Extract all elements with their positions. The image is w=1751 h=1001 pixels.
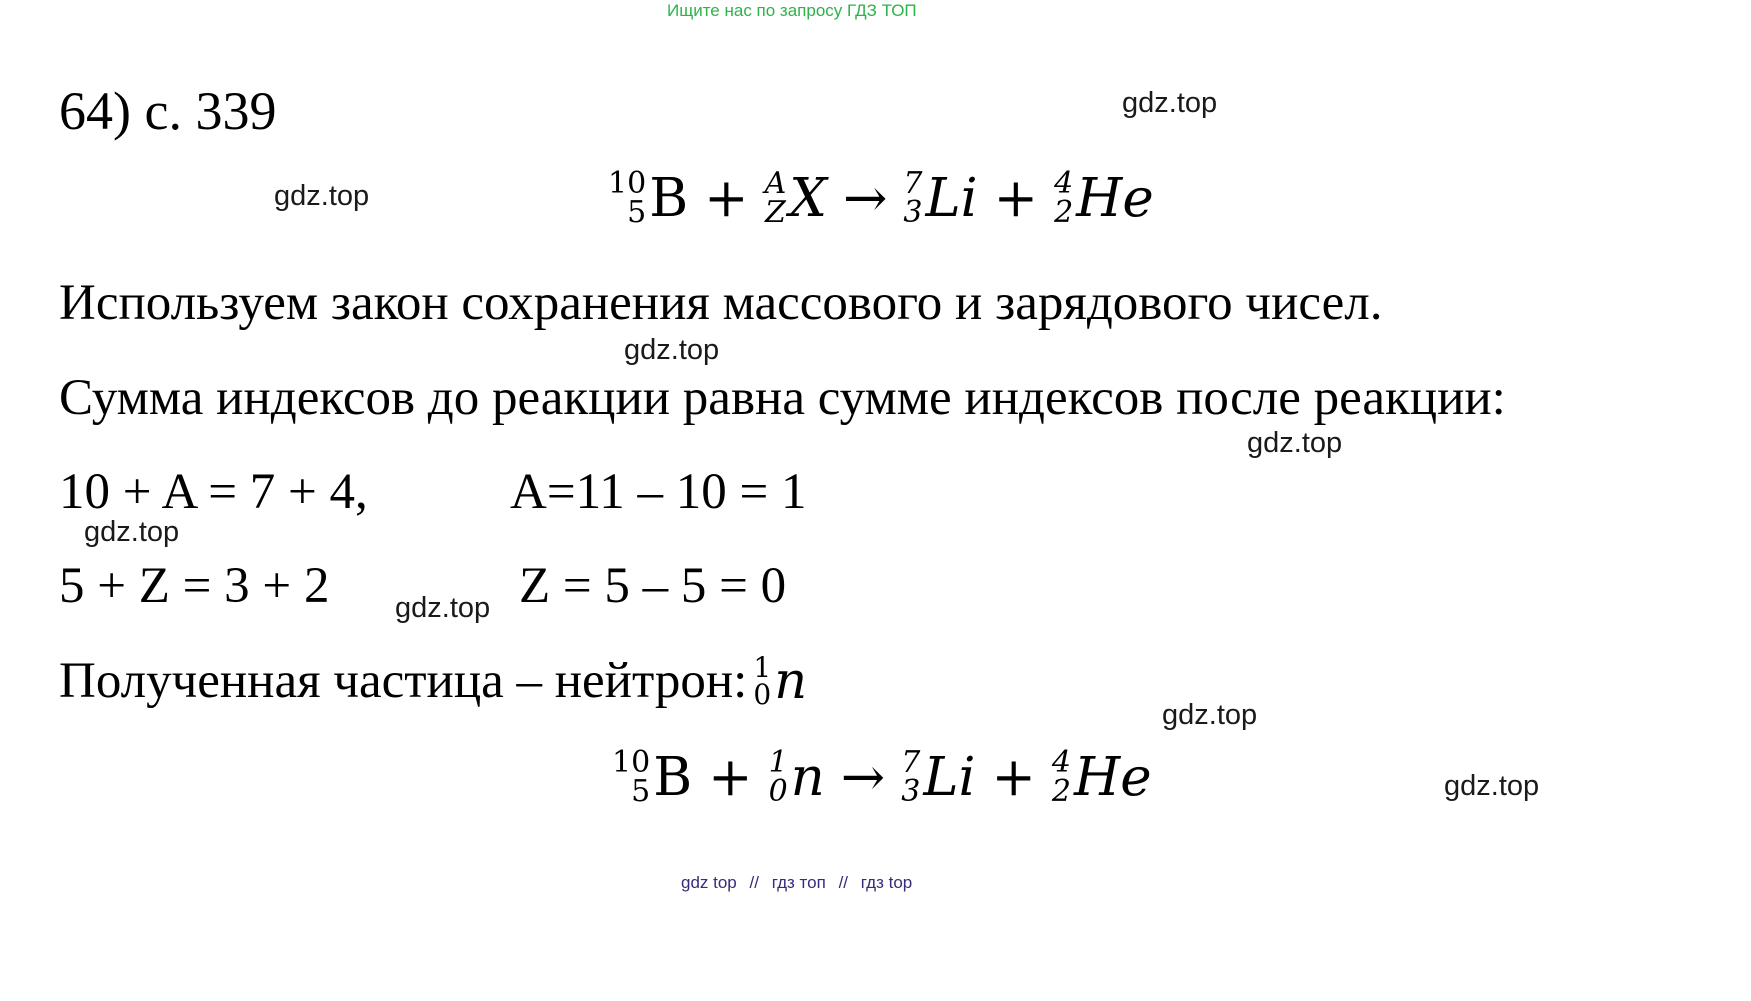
watermark: gdz.top — [1162, 699, 1258, 731]
reaction-equation-2 — [612, 745, 1152, 809]
watermark: gdz.top — [274, 180, 370, 212]
watermark: gdz.top — [1247, 427, 1343, 459]
nuclide-lithium: 7 3 Li — [901, 745, 976, 809]
footer-link[interactable]: гдз top — [860, 873, 913, 892]
nuclide-neutron: 1 0 n — [768, 745, 825, 809]
footer-link[interactable]: gdz top — [681, 873, 737, 892]
footer-separator: // — [749, 873, 759, 892]
nuclide-boron: 10 5 B — [612, 745, 693, 809]
nuclide-lithium: 7 3 Li — [903, 166, 978, 230]
mass-solution: A=11 – 10 = 1 — [510, 464, 807, 520]
problem-title: 64) с. 339 — [59, 81, 277, 141]
nuclide-unknown: A Z X — [764, 166, 827, 230]
footer-link[interactable]: гдз топ — [771, 873, 826, 892]
watermark: gdz.top — [395, 592, 491, 624]
watermark: gdz.top — [84, 516, 180, 548]
charge-equation: 5 + Z = 3 + 2 — [59, 558, 330, 614]
plus-sign: + — [991, 747, 1036, 808]
arrow: → — [840, 747, 886, 808]
mass-equation: 10 + A = 7 + 4, — [59, 464, 368, 520]
plus-sign: + — [708, 747, 753, 808]
result-line — [59, 651, 808, 712]
plus-sign: + — [704, 168, 749, 229]
nuclide-boron: 10 5 B — [608, 166, 689, 230]
explanation-line-1: Используем закон сохранения массового и зарядового чисел. — [59, 275, 1383, 331]
nuclide-helium: 4 2 He — [1051, 745, 1152, 809]
neutron-symbol: 1 0 n — [753, 651, 808, 712]
nuclide-helium: 4 2 He — [1054, 166, 1154, 230]
footer-separator: // — [838, 873, 849, 892]
explanation-line-2: Сумма индексов до реакции равна сумме индексов после реакции: — [59, 370, 1506, 426]
result-text: Полученная частица – нейтрон: — [59, 653, 748, 710]
watermark: gdz.top — [624, 334, 720, 366]
arrow: → — [842, 168, 888, 229]
charge-solution: Z = 5 – 5 = 0 — [519, 558, 787, 614]
plus-sign: + — [993, 168, 1039, 229]
reaction-equation-1 — [608, 166, 1154, 230]
watermark: gdz.top — [1444, 770, 1540, 802]
footer-links — [681, 874, 912, 891]
search-banner: Ищите нас по запросу ГДЗ ТОП — [667, 1, 917, 20]
watermark: gdz.top — [1122, 87, 1218, 119]
